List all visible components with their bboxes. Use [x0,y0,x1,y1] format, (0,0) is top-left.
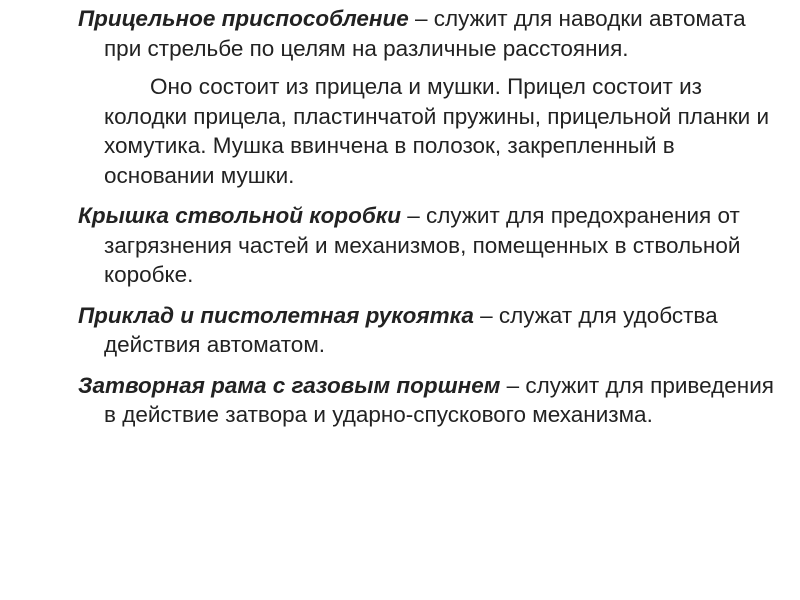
definition-butt-grip: – служат для удобства действия автоматом. [104,302,718,357]
paragraph-receiver-cover [78,201,778,290]
term-sighting-device: Прицельное приспособление [78,6,409,31]
definition-receiver-cover: – служит для предохранения от загрязнения частей и механизмов, помещенных в ствольной коробке. [104,203,741,287]
definition-sighting-device: – служит для наводки автомата при стрельбе по целям на различные расстояния. [104,6,746,61]
term-bolt-carrier: Затворная рама с газовым поршнем [78,372,501,398]
definition-bolt-carrier: – служит для приведения в действие затвора и ударно-спускового механизма. [104,372,774,427]
sight-composition-text: Оно состоит из прицела и мушки. Прицел состоит из колодки прицела, пластинчатой пружины, прицельной планки и хомутика. Мушка ввинчена в полозок, закрепленный в основании мушки. [104,74,770,188]
term-receiver-cover: Крышка ствольной коробки [78,203,401,228]
paragraph-sighting-device [78,4,778,63]
term-butt-grip: Приклад и пистолетная рукоятка [78,302,474,328]
slide-text-body [78,4,778,441]
paragraph-sight-composition [78,72,778,190]
paragraph-bolt-carrier [78,371,778,430]
paragraph-butt-grip [78,301,778,360]
